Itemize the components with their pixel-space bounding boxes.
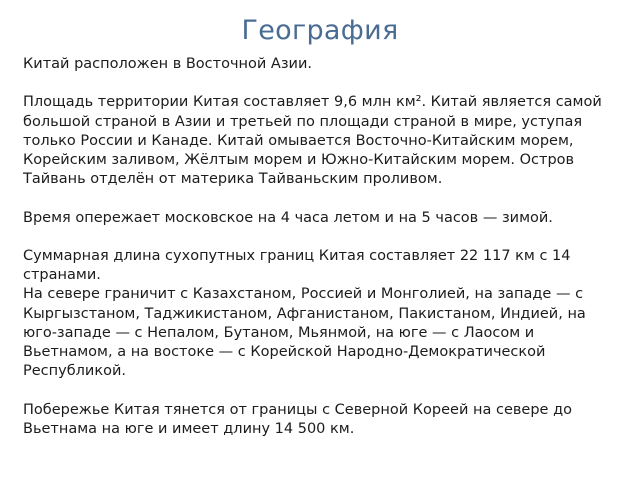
paragraph-spacer [23, 228, 623, 247]
paragraph-spacer [23, 189, 623, 208]
paragraph-coastline: Побережье Китая тянется от границы с Северной Кореей на севере до Вьетнама на юге и имеет длину 14 500 км. [23, 401, 572, 437]
paragraph-location: Китай расположен в Восточной Азии. [23, 56, 313, 72]
paragraph-neighbors: На севере граничит с Казахстаном, Россией и Монголией, на западе — с Кыргызстаном, Таджикистаном, Афганистаном, Пакистаном, Индией, на юго-западе — с Непалом, Бутаном, Мьянмой, на юге — с Лаосом и Вьетнамом, а на востоке — с Корейской Народно-Демократической Республикой. [23, 286, 586, 380]
paragraph-spacer [23, 74, 623, 93]
slide-body [23, 55, 623, 439]
paragraph-spacer [23, 381, 623, 400]
paragraph-time: Время опережает московское на 4 часа летом и на 5 часов — зимой. [23, 209, 553, 226]
paragraph-area: Площадь территории Китая составляет 9,6 млн км². Китай является самой большой страной в Азии и третьей по площади страной в мире, уступая только России и Канаде. Китай омывается Восточно-Китайским морем, Корейским заливом, Жёлтым морем и Южно-Китайским морем. Остров Тайвань отделён от материка Тайваньским проливом. [23, 94, 602, 188]
paragraph-border-length: Суммарная длина сухопутных границ Китая составляет 22 117 км с 14 странами. [23, 247, 571, 284]
slide-title: География [241, 15, 399, 46]
